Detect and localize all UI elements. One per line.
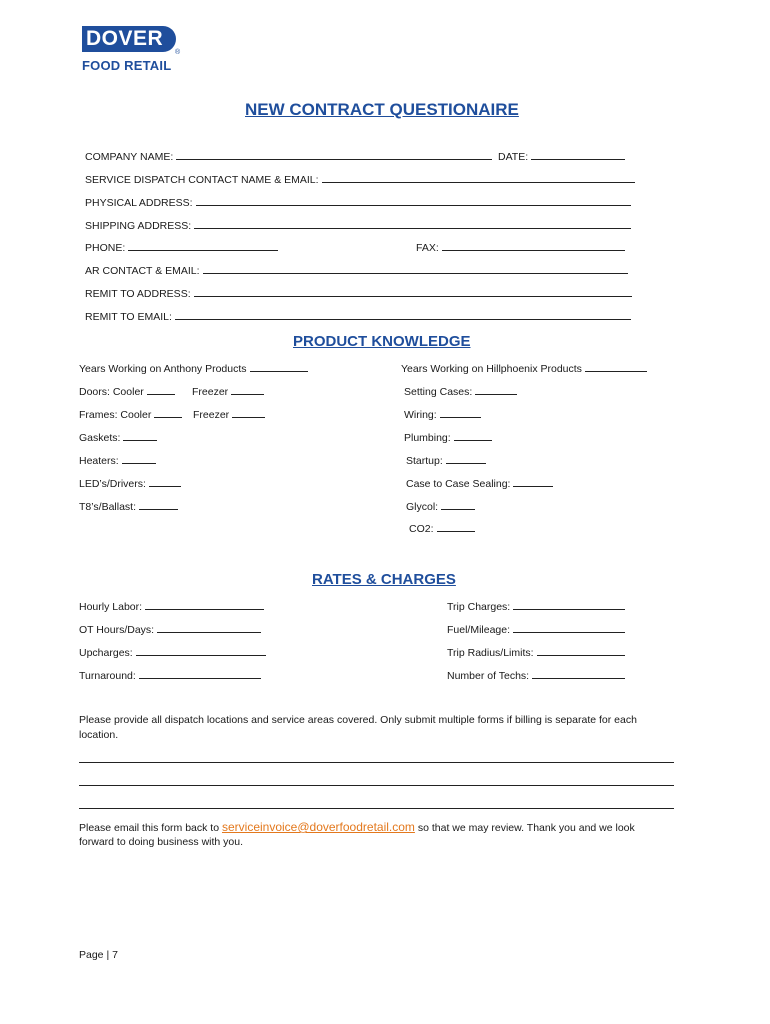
date-field[interactable] (498, 150, 625, 163)
ar-contact-field[interactable] (85, 264, 628, 277)
remit-address-line[interactable] (194, 287, 632, 297)
fax-field[interactable] (416, 241, 625, 254)
trip-radius-label: Trip Radius/Limits: (447, 647, 534, 659)
case-sealing-field[interactable] (406, 477, 553, 490)
fuel-mileage-field[interactable] (447, 623, 625, 636)
shipping-address-label: SHIPPING ADDRESS: (85, 220, 192, 232)
shipping-address-line[interactable] (194, 219, 631, 229)
doors-freezer-line[interactable] (231, 385, 264, 395)
years-hillphoenix-line[interactable] (585, 362, 647, 372)
trip-radius-field[interactable] (447, 646, 625, 659)
fax-line[interactable] (442, 241, 625, 251)
case-sealing-label: Case to Case Sealing: (406, 478, 511, 490)
trip-charges-field[interactable] (447, 600, 625, 613)
frames-cooler-line[interactable] (154, 408, 182, 418)
frames-freezer-line[interactable] (232, 408, 265, 418)
ar-contact-label: AR CONTACT & EMAIL: (85, 265, 200, 277)
trip-radius-line[interactable] (537, 646, 625, 656)
number-of-techs-label: Number of Techs: (447, 670, 530, 682)
locations-answer-line-1[interactable] (79, 762, 674, 763)
hourly-labor-line[interactable] (145, 600, 264, 610)
leds-drivers-field[interactable] (79, 477, 181, 490)
years-anthony-field[interactable] (79, 362, 308, 375)
co2-field[interactable] (409, 522, 475, 535)
frames-cooler-field[interactable] (79, 408, 182, 421)
trip-charges-line[interactable] (513, 600, 625, 610)
date-label: DATE: (498, 151, 529, 163)
plumbing-line[interactable] (454, 431, 492, 441)
remit-email-label: REMIT TO EMAIL: (85, 311, 172, 323)
physical-address-label: PHYSICAL ADDRESS: (85, 197, 193, 209)
trip-charges-label: Trip Charges: (447, 601, 511, 613)
company-name-line[interactable] (176, 150, 492, 160)
doors-freezer-field[interactable] (192, 385, 264, 398)
logo-registered-mark: ® (175, 49, 181, 56)
ot-hours-field[interactable] (79, 623, 261, 636)
leds-drivers-line[interactable] (149, 477, 181, 487)
leds-drivers-label: LED’s/Drivers: (79, 478, 146, 490)
dispatch-contact-line[interactable] (322, 173, 635, 183)
co2-label: CO2: (409, 523, 434, 535)
doors-cooler-label: Doors: Cooler (79, 386, 144, 398)
ot-hours-line[interactable] (157, 623, 261, 633)
startup-field[interactable] (406, 454, 486, 467)
wiring-line[interactable] (440, 408, 481, 418)
closing-text-after: so that we may review. Thank you and we look (417, 822, 635, 834)
glycol-field[interactable] (406, 500, 475, 513)
remit-email-field[interactable] (85, 310, 631, 323)
closing-line1 (79, 820, 635, 834)
wiring-label: Wiring: (404, 409, 437, 421)
plumbing-label: Plumbing: (404, 432, 451, 444)
service-invoice-email-link[interactable]: serviceinvoice@doverfoodretail.com (221, 820, 415, 834)
hourly-labor-field[interactable] (79, 600, 264, 613)
closing-line2: forward to doing business with you. (79, 836, 244, 848)
shipping-address-field[interactable] (85, 219, 631, 232)
page-title: NEW CONTRACT QUESTIONAIRE (245, 100, 519, 119)
t8-ballast-line[interactable] (139, 500, 178, 510)
number-of-techs-field[interactable] (447, 669, 625, 682)
dispatch-contact-field[interactable] (85, 173, 635, 186)
upcharges-label: Upcharges: (79, 647, 133, 659)
doors-cooler-field[interactable] (79, 385, 175, 398)
case-sealing-line[interactable] (513, 477, 553, 487)
physical-address-field[interactable] (85, 196, 631, 209)
co2-line[interactable] (437, 522, 475, 532)
dispatch-contact-label: SERVICE DISPATCH CONTACT NAME & EMAIL: (85, 174, 319, 186)
phone-line[interactable] (128, 241, 278, 251)
ot-hours-label: OT Hours/Days: (79, 624, 155, 636)
frames-cooler-label: Frames: Cooler (79, 409, 152, 421)
frames-freezer-field[interactable] (193, 408, 265, 421)
t8-ballast-field[interactable] (79, 500, 178, 513)
gaskets-field[interactable] (79, 431, 157, 444)
turnaround-field[interactable] (79, 669, 261, 682)
page-number: Page | 7 (79, 949, 118, 961)
startup-label: Startup: (406, 455, 443, 467)
rates-charges-heading: RATES & CHARGES (312, 571, 456, 588)
gaskets-line[interactable] (123, 431, 157, 441)
locations-answer-line-3[interactable] (79, 808, 674, 809)
fuel-mileage-label: Fuel/Mileage: (447, 624, 511, 636)
frames-freezer-label: Freezer (193, 409, 230, 421)
product-knowledge-heading: PRODUCT KNOWLEDGE (293, 333, 471, 350)
heaters-field[interactable] (79, 454, 156, 467)
wiring-field[interactable] (404, 408, 481, 421)
years-anthony-label: Years Working on Anthony Products (79, 363, 247, 375)
phone-label: PHONE: (85, 242, 126, 254)
closing-text-before: Please email this form back to (79, 822, 220, 834)
turnaround-line[interactable] (139, 669, 261, 679)
locations-instruction-line2: location. (79, 729, 119, 741)
number-of-techs-line[interactable] (532, 669, 625, 679)
hourly-labor-label: Hourly Labor: (79, 601, 143, 613)
startup-line[interactable] (446, 454, 486, 464)
setting-cases-field[interactable] (404, 385, 517, 398)
heaters-label: Heaters: (79, 455, 119, 467)
remit-address-label: REMIT TO ADDRESS: (85, 288, 191, 300)
doors-cooler-line[interactable] (147, 385, 175, 395)
years-anthony-line[interactable] (250, 362, 308, 372)
upcharges-field[interactable] (79, 646, 266, 659)
physical-address-line[interactable] (196, 196, 631, 206)
gaskets-label: Gaskets: (79, 432, 121, 444)
setting-cases-line[interactable] (475, 385, 517, 395)
heaters-line[interactable] (122, 454, 156, 464)
ar-contact-line[interactable] (203, 264, 628, 274)
doors-freezer-label: Freezer (192, 386, 229, 398)
logo-brand: DOVER (86, 27, 164, 50)
logo-subtitle: FOOD RETAIL (82, 58, 172, 73)
upcharges-line[interactable] (136, 646, 266, 656)
remit-email-line[interactable] (175, 310, 631, 320)
fax-label: FAX: (416, 242, 439, 254)
glycol-line[interactable] (441, 500, 475, 510)
remit-address-field[interactable] (85, 287, 632, 300)
phone-field[interactable] (85, 241, 278, 254)
years-hillphoenix-field[interactable] (401, 362, 647, 375)
turnaround-label: Turnaround: (79, 670, 136, 682)
company-name-label: COMPANY NAME: (85, 151, 174, 163)
setting-cases-label: Setting Cases: (404, 386, 473, 398)
dover-logo (82, 22, 182, 72)
fuel-mileage-line[interactable] (513, 623, 625, 633)
locations-answer-line-2[interactable] (79, 785, 674, 786)
locations-instruction-line1: Please provide all dispatch locations and service areas covered. Only submit multiple forms if billing is separate for each (79, 714, 637, 726)
date-line[interactable] (531, 150, 625, 160)
years-hillphoenix-label: Years Working on Hillphoenix Products (401, 363, 582, 375)
plumbing-field[interactable] (404, 431, 492, 444)
glycol-label: Glycol: (406, 501, 439, 513)
t8-ballast-label: T8’s/Ballast: (79, 501, 136, 513)
company-name-field[interactable] (85, 150, 492, 163)
